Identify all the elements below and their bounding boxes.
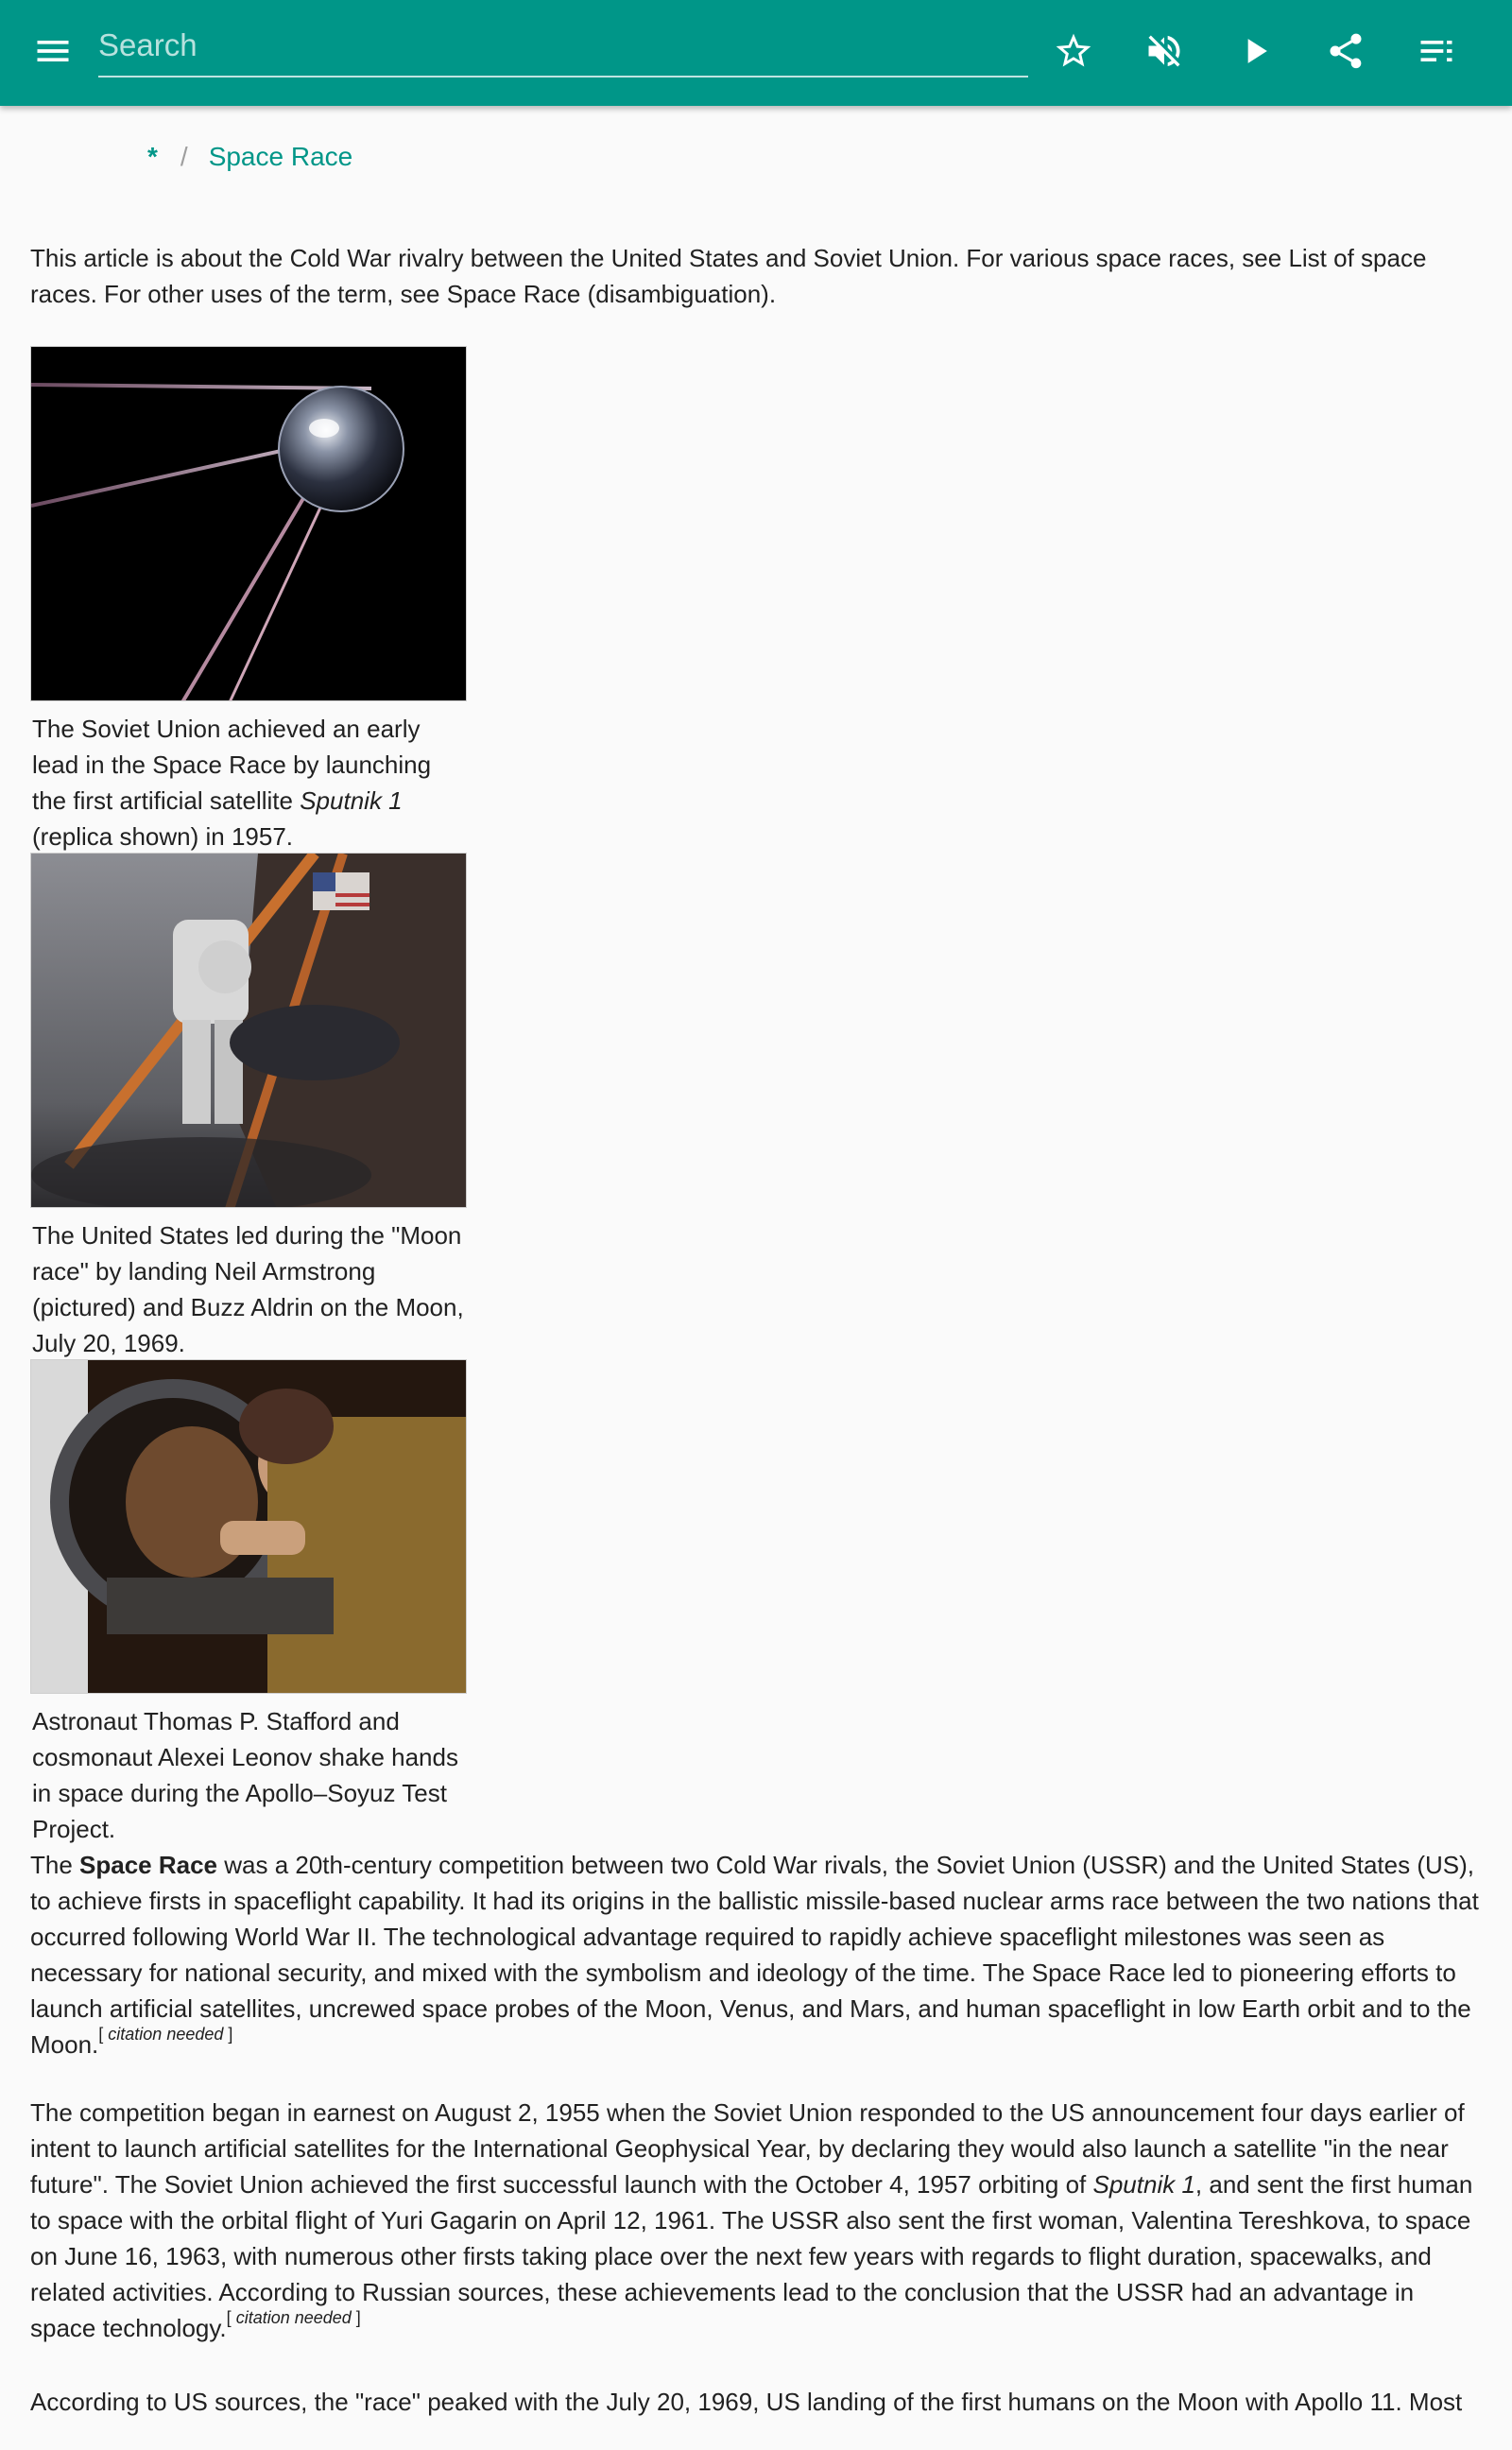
contents-button[interactable] — [1402, 19, 1470, 87]
play-button[interactable] — [1221, 19, 1289, 87]
paragraph-moon-race: According to US sources, the "race" peaked with the July 20, 1969, US landing of the first humans on the Moon with Apollo 11. Most — [30, 2388, 1463, 2416]
mute-button[interactable] — [1130, 19, 1198, 87]
paragraph-intro: The Space Race was a 20th-century competition between two Cold War rivals, the Soviet Union (USSR) and the United States (US), to achieve firsts in spaceflight capability. It had its origins in the ballistic missile-based nuclear arms race between the two nations that occurred following World War II. The technological advantage required to rapidly achieve spaceflight milestones was seen as necessary for national security, and mixed with the symbolism and ideology of the time. The Space Race led to pioneering efforts to launch artificial satellites, uncrewed space probes of the Moon, Venus, and Mars, and human spaceflight in low Earth orbit and to the Moon.[ citation needed ] — [30, 1851, 1479, 2059]
menu-icon — [32, 30, 74, 77]
app-bar — [0, 0, 1512, 106]
paragraph-competition: The competition began in earnest on August 2, 1955 when the Soviet Union responded to the US announcement four days earlier of intent to launch artificial satellites for the International Geophysical Year, by declaring they would also launch a satellite "in the near future". The Soviet Union achieved the first successful launch with the October 4, 1957 orbiting of Sputnik 1, and sent the first human to space with the orbital flight of Yuri Gagarin on April 12, 1961. The USSR also sent the first woman, Valentina Tereshkova, to space on June 16, 1963, with numerous other firsts taking place over the next few years with regards to flight duration, spacewalks, and related activities. According to Russian sources, these achievements lead to the conclusion that the USSR had an advantage in space technology.[ citation needed ] — [30, 2098, 1473, 2342]
search-input[interactable] — [98, 17, 1028, 74]
figure-apollo-soyuz — [30, 1359, 469, 1849]
moon-landing-image[interactable] — [30, 853, 467, 1208]
figure-caption: The Soviet Union achieved an early lead in the Space Race by launching the first artificial satellite Sputnik 1 (replica shown) in 1957. — [32, 715, 432, 851]
play-icon — [1234, 30, 1276, 77]
sputnik-image[interactable] — [30, 346, 467, 701]
menu-button[interactable] — [19, 19, 87, 87]
figure-caption: The United States led during the "Moon race" by landing Neil Armstrong (pictured) and Buzz Aldrin on the Moon, July 20, 1969. — [32, 1221, 464, 1357]
figure-caption: Astronaut Thomas P. Stafford and cosmonaut Alexei Leonov shake hands in space during the Apollo–Soyuz Test Project. — [32, 1707, 458, 1843]
search-field[interactable] — [98, 17, 1028, 78]
breadcrumb-home[interactable]: * — [147, 142, 158, 171]
share-button[interactable] — [1312, 19, 1380, 87]
article-content — [30, 240, 1486, 2450]
figure-moon-landing — [30, 853, 469, 1363]
citation-needed[interactable]: [ citation needed ] — [226, 2308, 361, 2327]
breadcrumb — [147, 138, 352, 176]
apollo-soyuz-image[interactable] — [30, 1359, 467, 1694]
star-outline-icon — [1053, 30, 1094, 77]
playlist-icon — [1416, 30, 1457, 77]
breadcrumb-current[interactable]: Space Race — [208, 142, 353, 171]
hatnote: This article is about the Cold War rivalry between the United States and Soviet Union. For various space races, see List of space races. For other uses of the term, see Space Race (disambiguation). — [30, 244, 1427, 308]
share-icon — [1325, 30, 1366, 77]
bookmark-button[interactable] — [1040, 19, 1108, 87]
breadcrumb-separator: / — [180, 142, 188, 171]
figure-sputnik — [30, 346, 469, 856]
volume-off-icon — [1143, 30, 1185, 77]
citation-needed[interactable]: [ citation needed ] — [98, 2025, 233, 2044]
